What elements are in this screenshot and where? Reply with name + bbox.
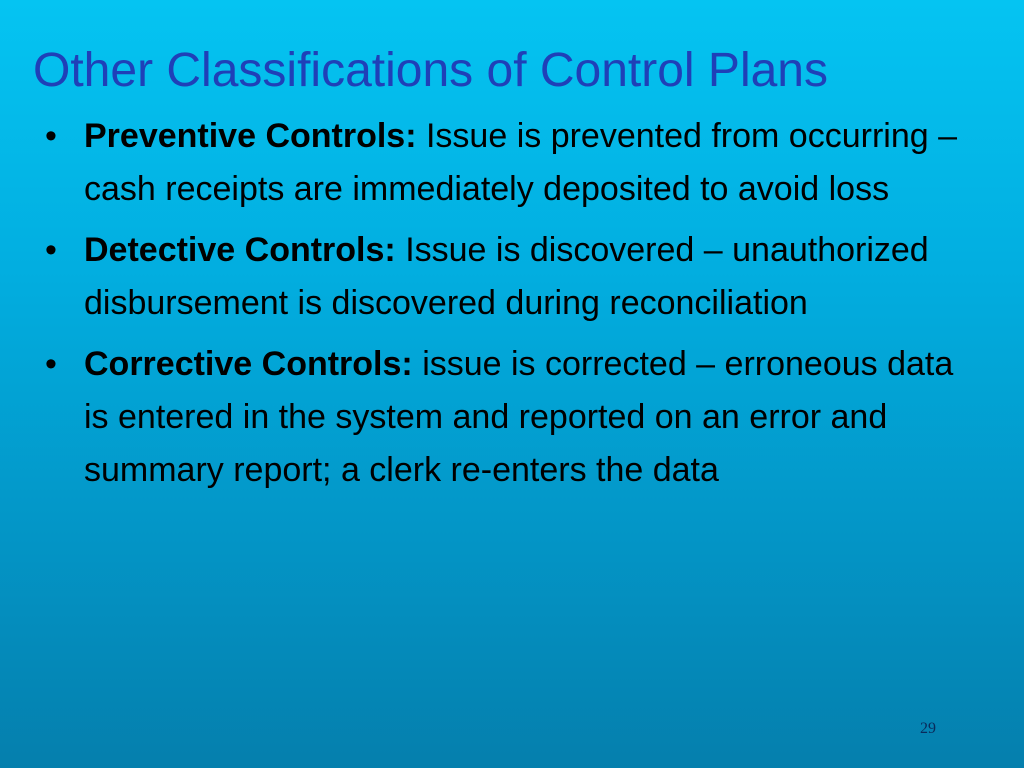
bullet-item-preventive — [0, 110, 1024, 216]
bullet-term: Corrective Controls: — [84, 345, 423, 383]
slide-title: Other Classifications of Control Plans — [33, 44, 828, 97]
bullet-icon: • — [45, 231, 57, 269]
bullet-term: Detective Controls: — [84, 231, 406, 269]
bullet-description: issue is corrected – erroneous data is entered in the system and reported on an error and summary report; a clerk re-enters the data — [84, 345, 954, 489]
page-number: 29 — [920, 720, 936, 737]
bullet-item-detective — [0, 224, 1024, 330]
bullet-description: Issue is prevented from occurring – cash receipts are immediately deposited to avoid loss — [84, 117, 958, 208]
bullet-icon: • — [45, 345, 57, 383]
bullet-description: Issue is discovered – unauthorized disbursement is discovered during reconciliation — [84, 231, 929, 322]
bullet-term: Preventive Controls: — [84, 117, 426, 155]
bullet-list — [0, 110, 1024, 505]
bullet-item-corrective — [0, 338, 1024, 497]
bullet-icon: • — [45, 117, 57, 155]
